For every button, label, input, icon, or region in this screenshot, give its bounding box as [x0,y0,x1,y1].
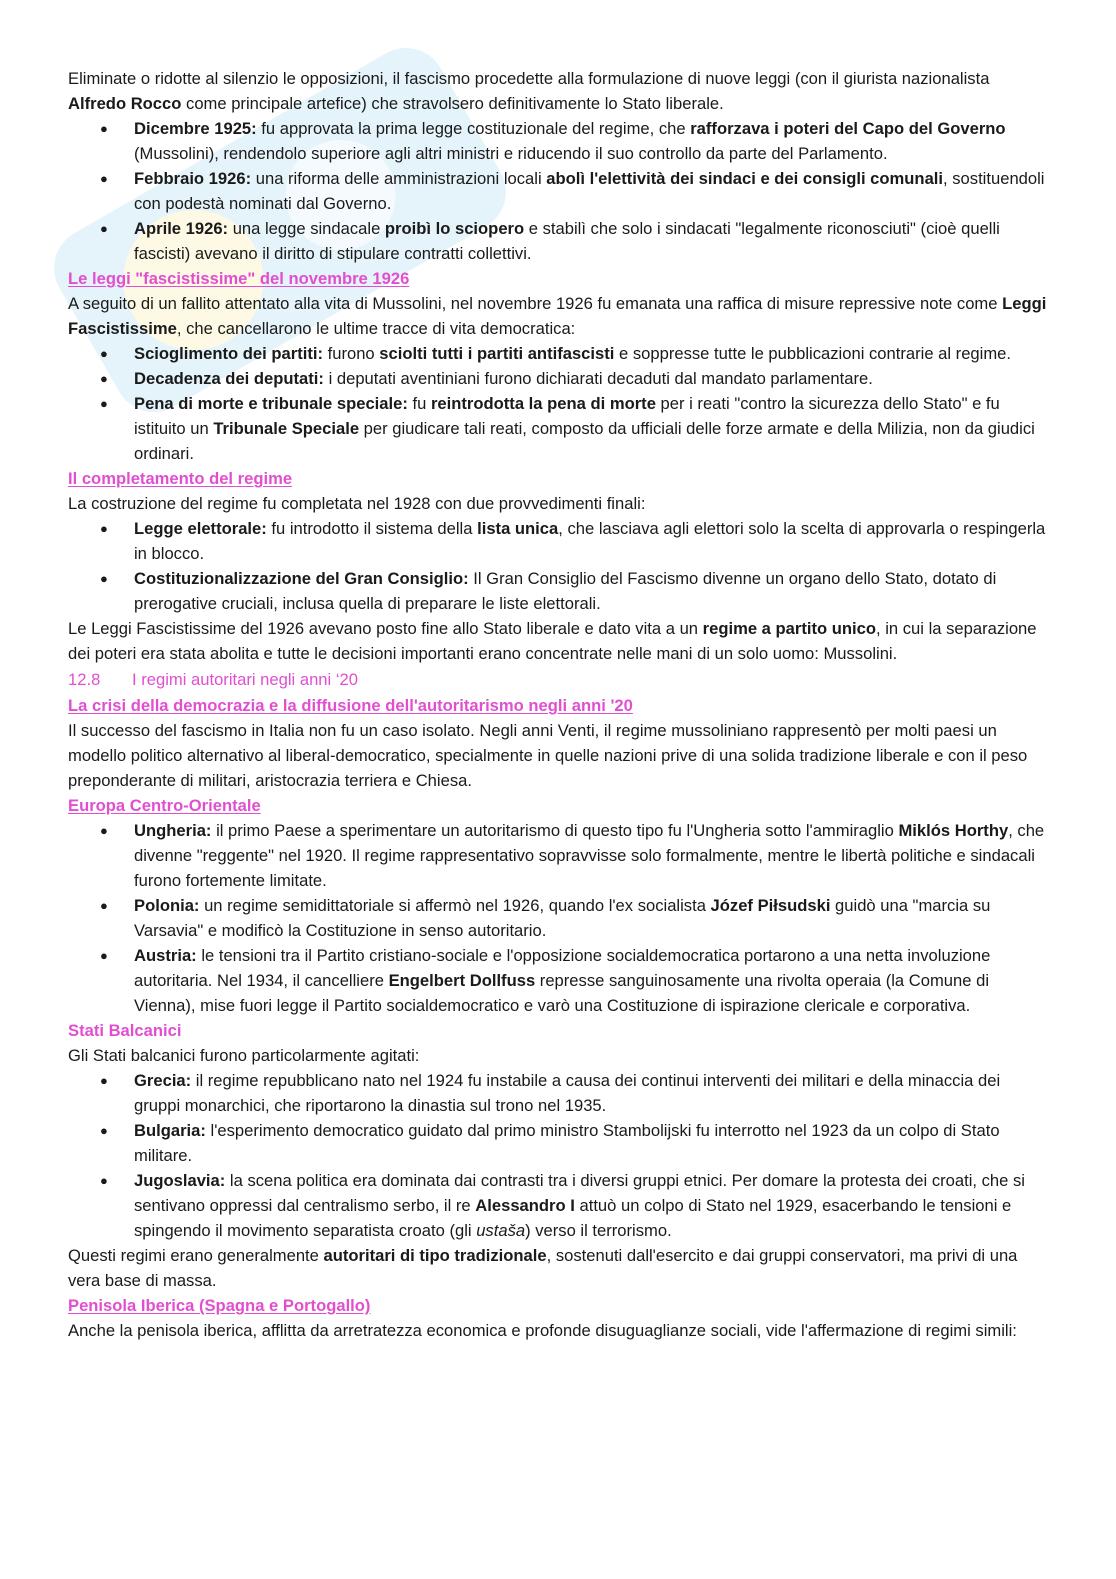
document-page [68,66,1048,1343]
section-heading [68,667,1048,692]
bullet-icon: ● [100,521,108,536]
list-completamento [68,516,1048,616]
list-item: ● Ungheria: il primo Paese a sperimentare un autoritarismo di questo tipo fu l'Ungheria sotto l'ammiraglio Miklós Horthy, che divenne "reggente" nel 1920. Il regime rappresentativo sopravvisse solo formalmente, mentre le libertà politiche e sindacali furono fortemente limitate. [68,818,1048,893]
heading-balcani: Stati Balcanici [68,1021,182,1040]
list-item: ● Grecia: il regime repubblicano nato nel 1924 fu instabile a causa dei continui interventi dei militari e della minaccia dei gruppi monarchici, che riportarono la dinastia sul trono nel 1935. [68,1068,1048,1118]
list-item: ● Pena di morte e tribunale speciale: fu reintrodotta la pena di morte per i reati "contro la sicurezza dello Stato" e fu istituito un Tribunale Speciale per giudicare tali reati, composto da ufficiali delle forze armate e della Milizia, non da giudici ordinari. [68,391,1048,466]
list-item: ● Polonia: un regime semidittatoriale si affermò nel 1926, quando l'ex socialista Józef Piłsudski guidò una "marcia su Varsavia" e modificò la Costituzione in senso autoritario. [68,893,1048,943]
bullet-icon: ● [100,221,108,236]
list-item: ● Legge elettorale: fu introdotto il sistema della lista unica, che lasciava agli elettori solo la scelta di approvarla o respingerla in blocco. [68,516,1048,566]
list-item: ● Aprile 1926: una legge sindacale proibì lo sciopero e stabilì che solo i sindacati "legalmente riconosciuti" (cioè quelli fascisti) avevano il diritto di stipulare contratti collettivi. [68,216,1048,266]
bullet-icon: ● [100,346,108,361]
heading-europa: Europa Centro-Orientale [68,796,261,815]
list-item: ● Jugoslavia: la scena politica era dominata dai contrasti tra i diversi gruppi etnici. Per domare la protesta dei croati, che si sentivano oppressi dal centralismo serbo, il re Alessandro I attuò un colpo di Stato nel 1929, esacerbando le tensioni e spingendo il movimento separatista croato (gli ustaša) verso il terrorismo. [68,1168,1048,1243]
list-item: ● Bulgaria: l'esperimento democratico guidato dal primo ministro Stambolijski fu interrotto nel 1923 da un colpo di Stato militare. [68,1118,1048,1168]
bullet-icon: ● [100,1173,108,1188]
paragraph-tradizionali: Questi regimi erano generalmente autoritari di tipo tradizionale, sostenuti dall'esercito e dai gruppi conservatori, ma privi di una vera base di massa. [68,1246,1018,1290]
list-item: ● Costituzionalizzazione del Gran Consiglio: Il Gran Consiglio del Fascismo divenne un organo dello Stato, dotato di prerogative cruciali, inclusa quella di preparare le liste elettorali. [68,566,1048,616]
intro-paragraph: Eliminate o ridotte al silenzio le opposizioni, il fascismo procedette alla formulazione di nuove leggi (con il giurista nazionalista Alfredo Rocco come principale artefice) che stravolsero definitivamente lo Stato liberale. [68,69,990,113]
heading-iberica: Penisola Iberica (Spagna e Portogallo) [68,1296,371,1315]
list-item: ● Austria: le tensioni tra il Partito cristiano-sociale e l'opposizione socialdemocratica portarono a una netta involuzione autoritaria. Nel 1934, il cancelliere Engelbert Dollfuss represse sanguinosamente una rivolta operaia (la Comune di Vienna), mise fuori legge il Partito socialdemocratico e varò una Costituzione di ispirazione clericale e corporativa. [68,943,1048,1018]
bullet-icon: ● [100,1123,108,1138]
heading-completamento: Il completamento del regime [68,469,293,488]
bullet-icon: ● [100,823,108,838]
paragraph-fascistissime: A seguito di un fallito attentato alla vita di Mussolini, nel novembre 1926 fu emanata una raffica di misure repressive note come Leggi Fascistissime, che cancellarono le ultime tracce di vita democratica: [68,294,1047,338]
bullet-icon: ● [100,396,108,411]
paragraph-crisi: Il successo del fascismo in Italia non fu un caso isolato. Negli anni Venti, il regime mussoliniano rappresentò per molti paesi un modello politico alternativo al liberal-democratico, specialmente in quelle nazioni prive di una solida tradizione liberale e con il peso preponderante di militari, aristocrazia terriera e Chiesa. [68,721,1028,790]
bullet-icon: ● [100,121,108,136]
paragraph-balcani: Gli Stati balcanici furono particolarmente agitati: [68,1046,420,1065]
bullet-icon: ● [100,898,108,913]
paragraph-iberica: Anche la penisola iberica, afflitta da arretratezza economica e profonde disuguaglianze sociali, vide l'affermazione di regimi simili: [68,1321,1017,1340]
paragraph-completamento: La costruzione del regime fu completata nel 1928 con due provvedimenti finali: [68,494,646,513]
list-item: ● Dicembre 1925: fu approvata la prima legge costituzionale del regime, che rafforzava i poteri del Capo del Governo (Mussolini), rendendolo superiore agli altri ministri e riducendo il suo controllo da parte del Parlamento. [68,116,1048,166]
bullet-icon: ● [100,171,108,186]
bullet-icon: ● [100,571,108,586]
bullet-icon: ● [100,948,108,963]
list-balcani [68,1068,1048,1243]
bullet-icon: ● [100,371,108,386]
bullet-icon: ● [100,1073,108,1088]
list-europa [68,818,1048,1018]
paragraph-conclusione: Le Leggi Fascistissime del 1926 avevano posto fine allo Stato liberale e dato vita a un regime a partito unico, in cui la separazione dei poteri era stata abolita e tutte le decisioni importanti erano concentrate nelle mani di un solo uomo: Mussolini. [68,619,1037,663]
heading-crisi: La crisi della democrazia e la diffusione dell'autoritarismo negli anni '20 [68,696,633,715]
heading-leggi-fascistissime: Le leggi "fascistissime" del novembre 1926 [68,269,410,288]
list-item: ● Decadenza dei deputati: i deputati aventiniani furono dichiarati decaduti dal mandato parlamentare. [68,366,1048,391]
list-1926-reforms [68,116,1048,266]
section-number: 12.8 [68,670,101,689]
list-fascistissime [68,341,1048,466]
section-title: I regimi autoritari negli anni ‘20 [132,670,358,689]
list-item: ● Febbraio 1926: una riforma delle amministrazioni locali abolì l'elettività dei sindaci e dei consigli comunali, sostituendoli con podestà nominati dal Governo. [68,166,1048,216]
list-item: ● Scioglimento dei partiti: furono sciolti tutti i partiti antifascisti e soppresse tutte le pubblicazioni contrarie al regime. [68,341,1048,366]
